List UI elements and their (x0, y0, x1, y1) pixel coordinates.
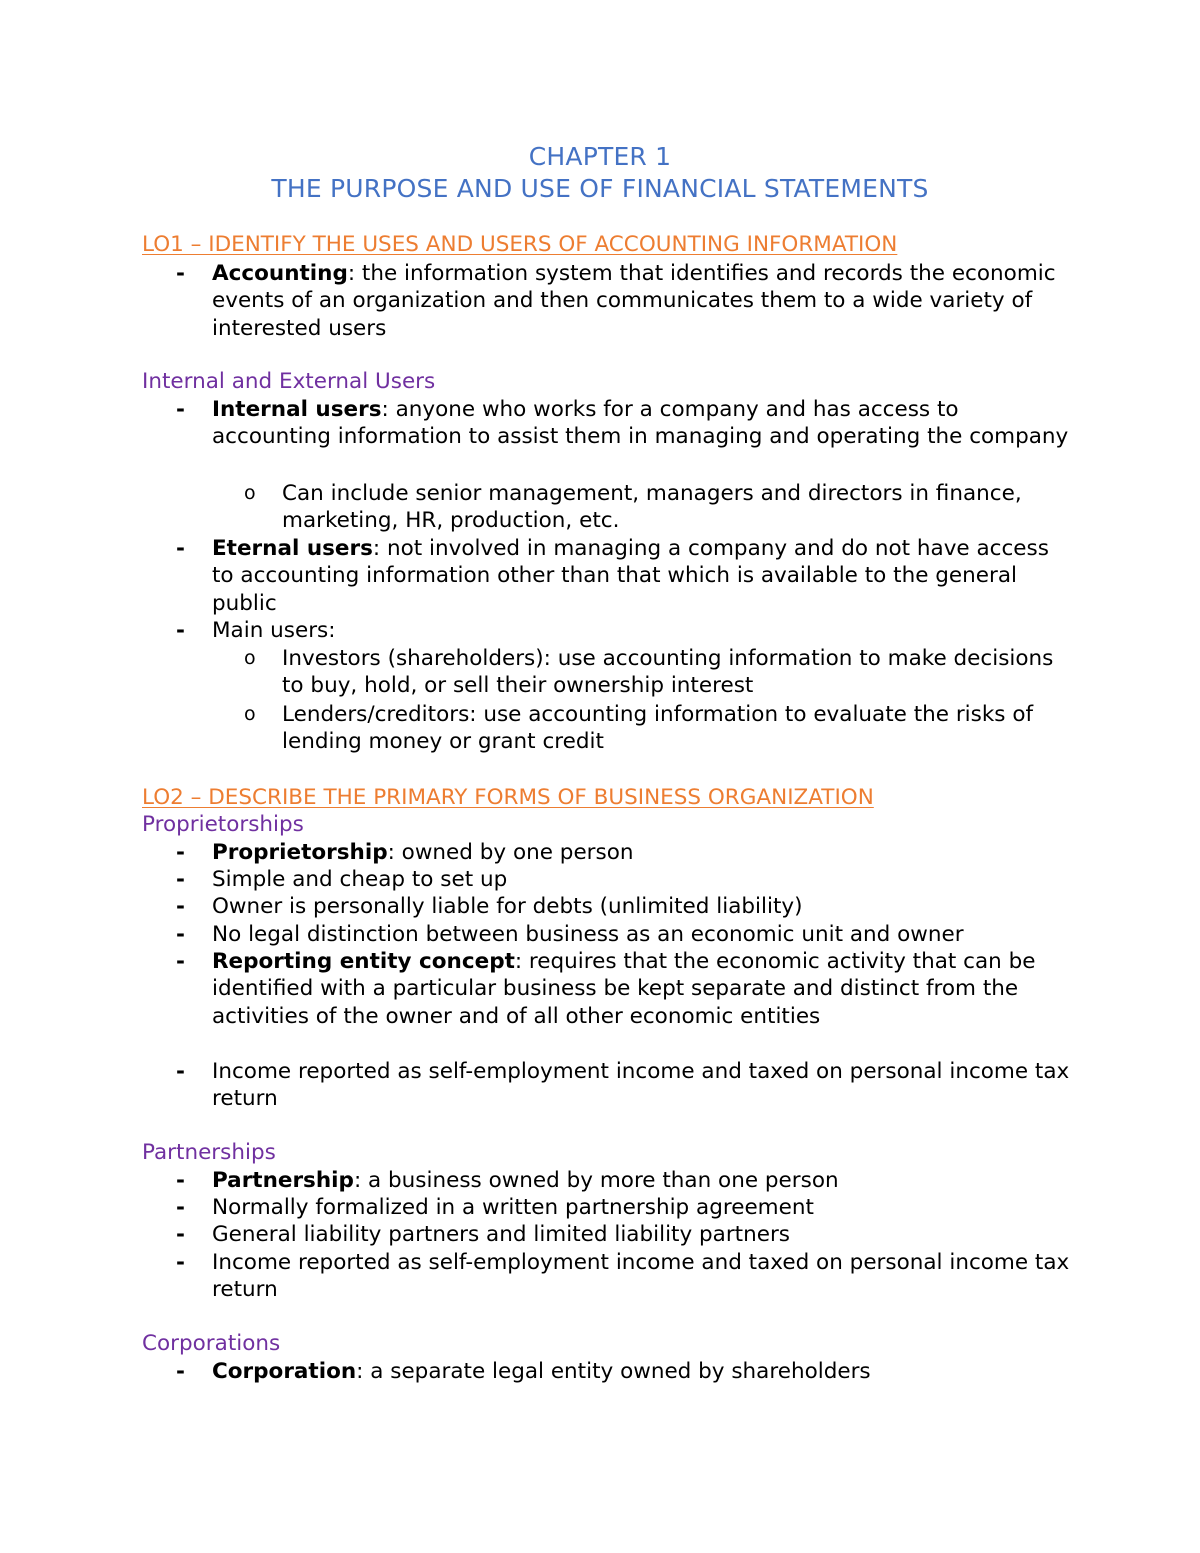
bullet-dash: - (176, 1168, 185, 1193)
partnership-def-text: : a business owned by more than one person (353, 1168, 839, 1193)
reporting-entity-term: Reporting entity concept (212, 949, 515, 974)
proprietorship-term: Proprietorship (212, 840, 388, 865)
bullet-dash: - (176, 1195, 185, 1220)
bullet-dash: - (176, 840, 185, 865)
corporations-heading: Corporations (142, 1331, 281, 1356)
proprietorship-def-text: : owned by one person (387, 840, 634, 865)
internal-users-def-text: : anyone who works for a company and has access to accounting information to assist them in managing and operating the company (212, 397, 1069, 450)
chapter-title: THE PURPOSE AND USE OF FINANCIAL STATEMENTS (271, 174, 929, 203)
bullet-circle: o (244, 647, 256, 669)
bullet-dash: - (176, 397, 185, 422)
partnerships-heading: Partnerships (142, 1140, 276, 1165)
internal-users-subitem: Can include senior management, managers and directors in finance, marketing, HR, production, etc. (282, 481, 1022, 534)
proprietorships-heading: Proprietorships (142, 812, 304, 837)
corporation-term: Corporation (212, 1359, 357, 1384)
proprietorship-item: Income reported as self-employment income and taxed on personal income tax return (212, 1059, 1070, 1112)
bullet-dash: - (176, 867, 185, 892)
lo1-heading: LO1 – IDENTIFY THE USES AND USERS OF ACCOUNTING INFORMATION (142, 232, 898, 257)
proprietorship-item: Owner is personally liable for debts (unlimited liability) (212, 894, 803, 919)
lo2-heading: LO2 – DESCRIBE THE PRIMARY FORMS OF BUSINESS ORGANIZATION (142, 785, 874, 810)
internal-external-heading: Internal and External Users (142, 369, 436, 394)
accounting-definition (212, 260, 1072, 342)
main-users-item: Main users: (212, 618, 336, 643)
lenders-item: Lenders/creditors: use accounting information to evaluate the risks of lending money or grant credit (282, 702, 1034, 755)
external-users-def-text: : not involved in managing a company and do not have access to accounting information other than that which is available to the general public (212, 536, 1049, 616)
internal-users-definition (212, 396, 1072, 451)
accounting-term: Accounting (212, 261, 348, 286)
external-users-definition (212, 535, 1072, 617)
bullet-dash: - (176, 1250, 185, 1275)
bullet-dash: - (176, 894, 185, 919)
partnership-term: Partnership (212, 1168, 354, 1193)
bullet-dash: - (176, 949, 185, 974)
partnership-item: Normally formalized in a written partnership agreement (212, 1195, 814, 1220)
corporation-def-text: : a separate legal entity owned by shareholders (356, 1359, 871, 1384)
chapter-number: CHAPTER 1 (528, 142, 672, 171)
proprietorship-definition (212, 839, 1072, 866)
reporting-entity-definition (212, 948, 1072, 1030)
investors-item: Investors (shareholders): use accounting information to make decisions to buy, hold, or sell their ownership interest (282, 646, 1054, 699)
proprietorship-item: Simple and cheap to set up (212, 867, 508, 892)
bullet-dash: - (176, 618, 185, 643)
external-users-term: Eternal users (212, 536, 373, 561)
reporting-entity-def-text: : requires that the economic activity that can be identified with a particular business be kept separate and distinct from the activities of the owner and of all other economic entities (212, 949, 1036, 1029)
partnership-item: Income reported as self-employment income and taxed on personal income tax return (212, 1250, 1070, 1303)
bullet-dash: - (176, 261, 185, 286)
bullet-circle: o (244, 703, 256, 725)
bullet-circle: o (244, 482, 256, 504)
partnership-definition (212, 1167, 1072, 1194)
bullet-dash: - (176, 922, 185, 947)
bullet-dash: - (176, 536, 185, 561)
bullet-dash: - (176, 1359, 185, 1384)
bullet-dash: - (176, 1059, 185, 1084)
proprietorship-item: No legal distinction between business as an economic unit and owner (212, 922, 964, 947)
partnership-item: General liability partners and limited liability partners (212, 1222, 791, 1247)
internal-users-term: Internal users (212, 397, 382, 422)
accounting-def-text: : the information system that identifies and records the economic events of an organization and then communicates them to a wide variety of interested users (212, 261, 1056, 341)
bullet-dash: - (176, 1222, 185, 1247)
corporation-definition (212, 1358, 1072, 1385)
